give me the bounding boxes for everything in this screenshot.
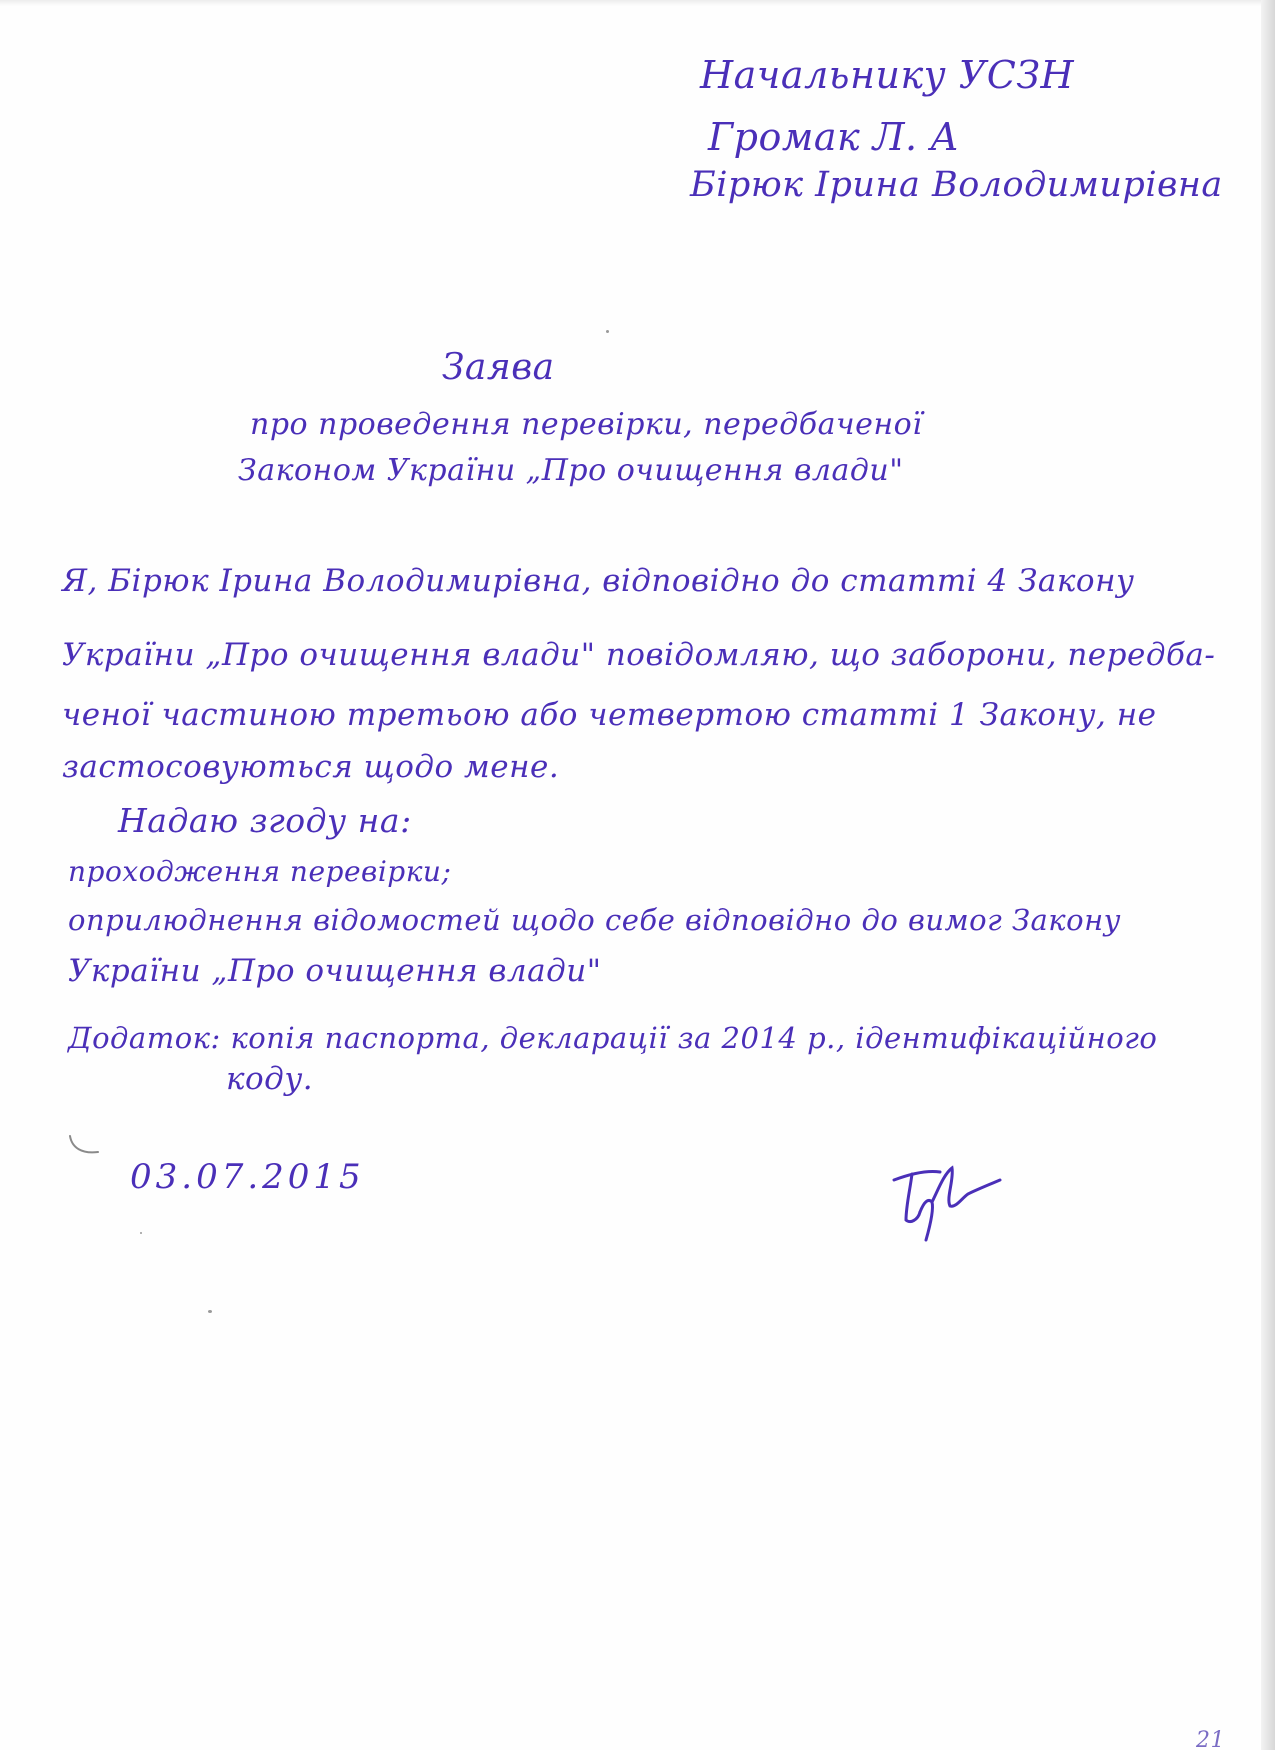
body-line-1: Я, Бірюк Ірина Володимирівна, відповідно до статті 4 Закону <box>62 563 1135 599</box>
scan-speck <box>140 1232 142 1234</box>
body-line-9: Додаток: копія паспорта, декларації за 2014 р., ідентифікаційного <box>68 1021 1158 1055</box>
paper-top-edge <box>0 0 1275 6</box>
body-line-3: ченої частиною третьою або четвертою статті 1 Закону, не <box>62 697 1157 733</box>
margin-mark <box>64 1130 104 1160</box>
addressee-line-3: Бірюк Ірина Володимирівна <box>690 165 1223 205</box>
body-line-6: проходження перевірки; <box>68 855 452 888</box>
addressee-line-2: Громак Л. А <box>708 115 960 159</box>
scan-speck <box>208 1310 212 1313</box>
addressee-line-1: Начальнику УСЗН <box>700 53 1075 97</box>
handwritten-signature <box>880 1150 1020 1250</box>
document-date: 03.07.2015 <box>130 1157 365 1197</box>
body-line-5: Надаю згоду на: <box>118 801 412 840</box>
document-subtitle-line-2: Законом України „Про очищення влади" <box>238 453 904 488</box>
document-title: Заява <box>442 347 555 388</box>
scan-speck <box>606 330 609 333</box>
body-line-8: України „Про очищення влади" <box>68 953 602 989</box>
body-line-7: оприлюднення відомостей щодо себе відповідно до вимог Закону <box>68 903 1122 937</box>
page-number: 21 <box>1196 1728 1225 1750</box>
body-line-2: України „Про очищення влади" повідомляю, що заборони, передба- <box>62 637 1216 673</box>
document-subtitle-line-1: про проведення перевірки, передбаченої <box>250 407 923 442</box>
paper-right-edge <box>1261 0 1275 1750</box>
body-line-10: коду. <box>226 1061 314 1097</box>
body-line-4: застосовуються щодо мене. <box>62 749 560 785</box>
